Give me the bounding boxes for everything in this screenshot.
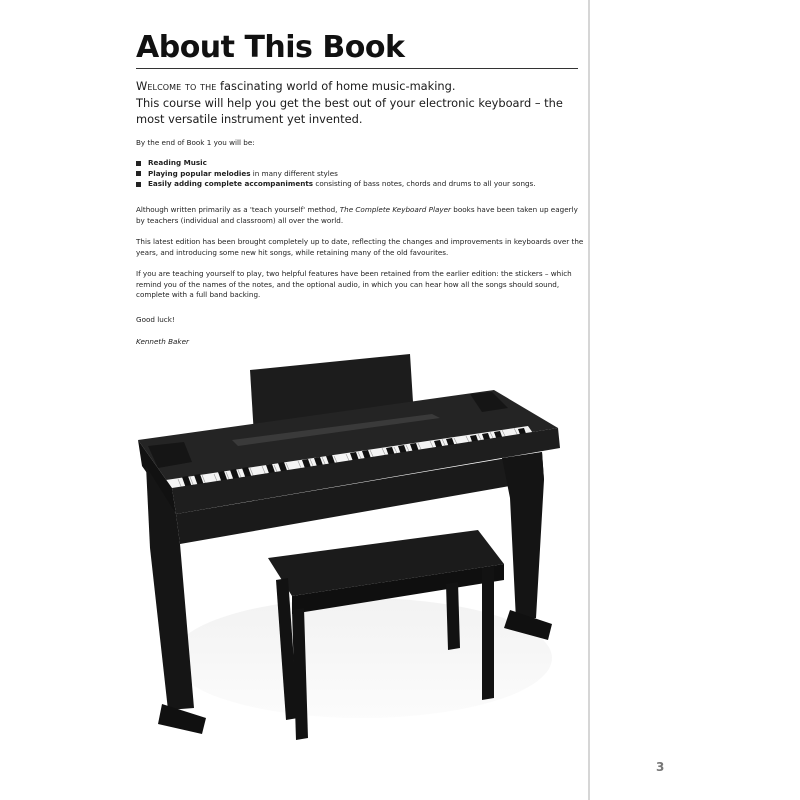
intro-lead-in: Welcome to the — [136, 79, 217, 93]
by-end-text: By the end of Book 1 you will be: — [136, 138, 255, 147]
intro-paragraph — [136, 78, 586, 128]
keyboard-photo — [132, 348, 568, 740]
page-gutter — [588, 0, 590, 800]
page-number: 3 — [656, 760, 665, 774]
intro-line1: fascinating world of home music-making. — [216, 79, 456, 93]
list-item: Easily adding complete accompaniments consisting of bass notes, chords and drums to all your songs. — [136, 179, 588, 190]
bullet-square-icon — [136, 182, 141, 187]
paragraph-latest-edition: This latest edition has been brought completely up to date, reflecting the changes and improvements in keyboards over the years, and introducing some new hit songs, while retaining many of the old favourites. — [136, 237, 584, 257]
bullet-square-icon — [136, 171, 141, 176]
outcomes-list — [136, 158, 588, 190]
paragraph-teach-yourself: Although written primarily as a 'teach yourself' method, The Complete Keyboard Player books have been taken up eagerly by teachers (individual and classroom) all over the world. — [136, 205, 578, 225]
title-rule — [136, 68, 578, 69]
paragraph-teaching-yourself: If you are teaching yourself to play, two helpful features have been retained from the earlier edition: the stickers – which remind you of the names of the notes, and the optional audio, in which you can hear how all the songs should sound, complete with a full band backing. — [136, 269, 572, 300]
list-item: Playing popular melodies in many different styles — [136, 169, 588, 180]
author-signature: Kenneth Baker — [136, 337, 189, 346]
list-item: Reading Music — [136, 158, 588, 169]
bullet-square-icon — [136, 161, 141, 166]
intro-line2: This course will help you get the best out of your electronic keyboard – the most versatile instrument yet invented. — [136, 95, 563, 126]
page-title: About This Book — [136, 30, 405, 65]
closing-text: Good luck! — [136, 315, 175, 324]
